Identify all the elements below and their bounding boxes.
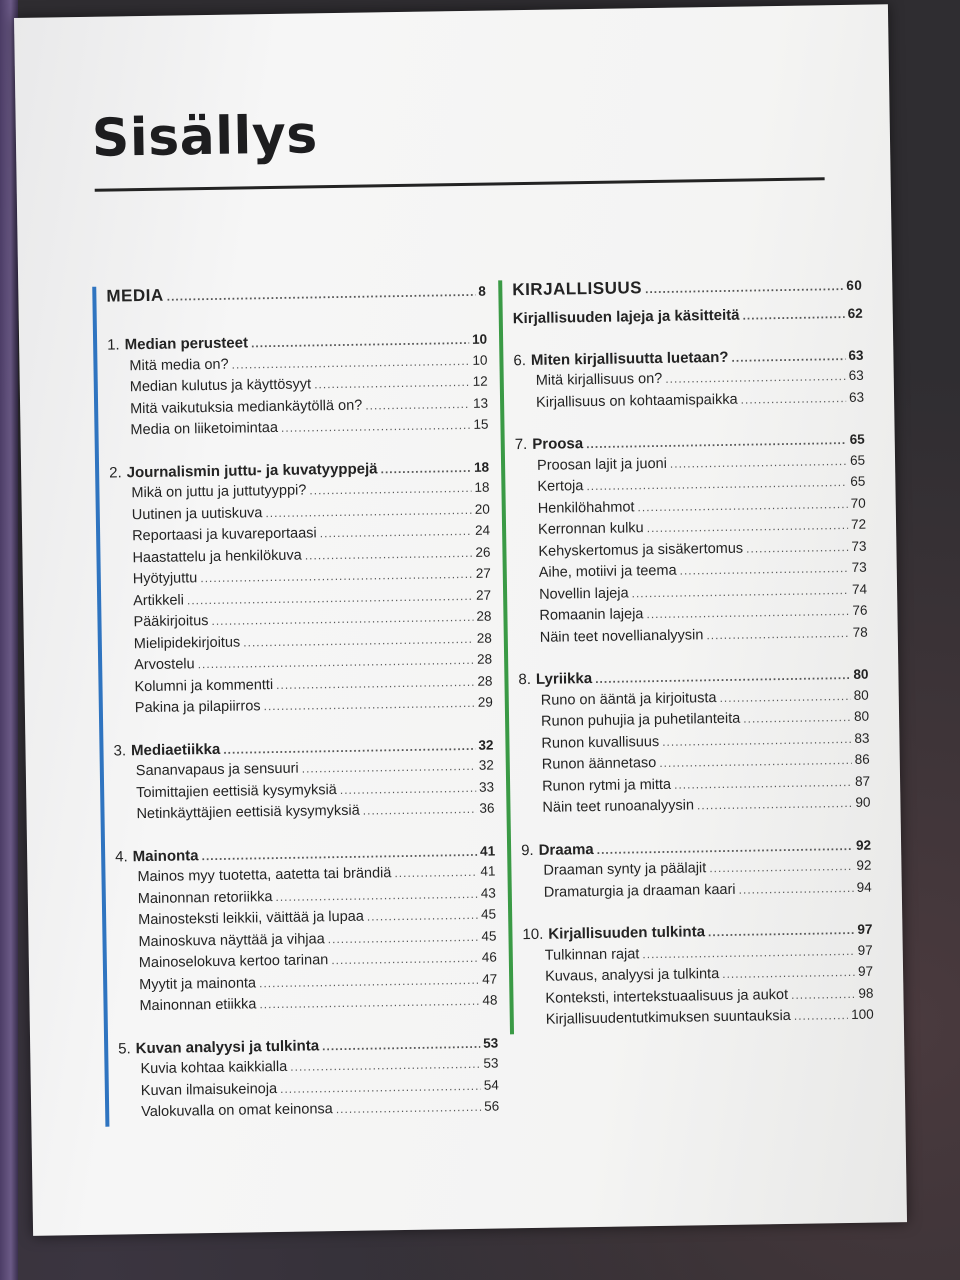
- dot-leader: [709, 859, 853, 875]
- toc-page-number: 45: [480, 906, 497, 922]
- toc-entry-label: Runon äännetaso: [541, 755, 657, 773]
- toc-entry-label: Kuvia kohtaa kaikkialla: [140, 1058, 288, 1078]
- dot-leader: [665, 369, 846, 386]
- toc-entry-label: Mielipidekirjoitus: [133, 634, 241, 652]
- toc-entry-label: Arvostelu: [134, 656, 195, 674]
- toc-page-number: 53: [483, 1055, 499, 1071]
- dot-leader: [794, 1008, 849, 1023]
- toc-entry-label: Mediaetiikka: [130, 740, 221, 759]
- toc-page-number: 72: [850, 516, 867, 532]
- toc-page-number: 60: [846, 277, 863, 293]
- toc-page-number: 12: [472, 373, 488, 389]
- toc-page-number: 32: [478, 757, 494, 773]
- toc-column-media: [92, 281, 499, 1127]
- toc-page-number: 41: [479, 843, 496, 859]
- toc-entry-label: Runon rytmi ja mitta: [542, 776, 672, 795]
- toc-entry-label: Hyötyjuttu: [132, 570, 198, 588]
- dot-leader: [314, 375, 470, 391]
- toc-page-number: 80: [853, 666, 869, 682]
- dot-leader: [670, 453, 847, 470]
- toc-page-number: 29: [477, 694, 493, 710]
- toc-entry-label: Henkilöhahmot: [537, 498, 635, 517]
- toc-page-number: 92: [856, 857, 872, 873]
- toc-entry-label: Pääkirjoitus: [133, 613, 209, 631]
- dot-leader: [280, 1078, 481, 1095]
- toc-entry-label: Näin teet novellianalyysin: [539, 626, 704, 646]
- toc-page-number: 28: [476, 630, 492, 646]
- dot-leader: [275, 886, 478, 903]
- toc-entry-label: Kuvaus, analyysi ja tulkinta: [544, 966, 720, 985]
- chapter-number: 2.: [109, 463, 122, 482]
- dot-leader: [187, 588, 473, 606]
- dot-leader: [320, 524, 473, 540]
- toc-page-number: 45: [481, 928, 497, 944]
- toc-entry-label: Mainonnan etiikka: [139, 996, 257, 1015]
- toc-entry-label: Median kulutus ja käyttösyyt: [129, 376, 312, 396]
- dot-leader: [708, 923, 855, 939]
- toc-entry-label: Mainonta: [132, 846, 199, 865]
- toc-page-number: 63: [848, 389, 865, 405]
- toc-page-number: 24: [474, 522, 491, 538]
- dot-leader: [309, 481, 471, 498]
- dot-leader: [198, 653, 475, 671]
- dot-leader: [211, 610, 473, 628]
- toc-entry-label: Romaanin lajeja: [539, 606, 644, 624]
- toc-page-number: 20: [474, 501, 490, 517]
- toc-page-number: 10: [471, 331, 488, 347]
- toc-entry-label: Median perusteet: [124, 334, 249, 354]
- toc-page-number: 98: [858, 985, 874, 1001]
- toc-page-number: 65: [850, 473, 866, 489]
- page-title: Sisällys: [91, 105, 319, 169]
- dot-leader: [263, 696, 474, 713]
- dot-leader: [305, 545, 473, 562]
- toc-entry-label: Sananvapaus ja sensuuri: [135, 760, 299, 780]
- toc-page-number: 73: [851, 559, 867, 575]
- toc-entry-label: Reportaasi ja kuvareportaasi: [132, 525, 317, 545]
- toc-entry-label: Mikä on juttu ja juttutyyppi?: [131, 482, 307, 502]
- chapter-number: 7.: [514, 435, 528, 454]
- dot-leader: [647, 518, 849, 535]
- toc-entry-label: MEDIA: [106, 285, 164, 306]
- toc-page-number: 63: [848, 347, 864, 363]
- toc-entry-label: Mainonnan retoriikka: [137, 888, 273, 907]
- toc-page-number: 33: [478, 779, 495, 795]
- toc-page-number: 62: [847, 305, 863, 321]
- dot-leader: [674, 774, 852, 791]
- dot-leader: [631, 582, 849, 599]
- toc-entry-label: Mainoskuva näyttää ja vihjaa: [138, 930, 325, 950]
- toc-entry-label: Kuvan ilmaisukeinoja: [140, 1080, 278, 1099]
- toc-page-number: 87: [854, 773, 871, 789]
- toc-page-number: 28: [476, 651, 493, 667]
- dot-leader: [740, 390, 846, 406]
- toc-page-number: 47: [481, 971, 498, 987]
- toc-entry-label: Draama: [538, 840, 594, 859]
- toc-page-number: 100: [851, 1006, 874, 1022]
- toc-entry-label: Mitä vaikutuksia mediankäytöllä on?: [130, 397, 363, 417]
- toc-entry-label: Mainosteksti leikkii, väittää ja lupaa: [138, 908, 364, 929]
- toc-page-number: 8: [478, 283, 487, 299]
- toc-page-number: 97: [857, 963, 874, 979]
- toc-entry-label: Kirjallisuudentutkimuksen suuntauksia: [545, 1007, 791, 1028]
- chapter-number: 10.: [522, 925, 544, 944]
- toc-page-number: 27: [475, 587, 492, 603]
- dot-leader: [380, 460, 471, 475]
- toc-entry-label: Kuvan analyysi ja tulkinta: [135, 1036, 320, 1057]
- toc-page-number: 56: [484, 1098, 500, 1114]
- toc-entry-label: Lyriikka: [535, 670, 593, 688]
- dot-leader: [336, 1100, 482, 1116]
- dot-leader: [394, 865, 477, 880]
- toc-entry-label: Mitä kirjallisuus on?: [535, 370, 663, 389]
- toc-page-number: 13: [472, 395, 489, 411]
- dot-leader: [340, 780, 477, 796]
- toc-entry-label: Kehyskertomus ja sisäkertomus: [538, 540, 744, 560]
- toc-entry-label: Runon puhujia ja puhetilanteita: [540, 710, 741, 730]
- dot-leader: [595, 668, 850, 686]
- toc-page-number: 18: [474, 479, 490, 495]
- toc-page-number: 92: [855, 837, 872, 853]
- dot-leader: [276, 674, 475, 691]
- dot-leader: [331, 951, 479, 967]
- toc-entry-label: Miten kirjallisuutta luetaan?: [530, 348, 729, 369]
- toc-entry-label: Konteksti, intertekstuaalisuus ja aukot: [545, 986, 789, 1007]
- toc-entry-label: Media on liiketoimintaa: [130, 419, 279, 439]
- toc-entry-label: Kertoja: [537, 478, 584, 495]
- toc-page-number: 90: [855, 794, 871, 810]
- dot-leader: [719, 688, 850, 704]
- toc-entry-label: Kerronnan kulku: [537, 520, 644, 538]
- dot-leader: [167, 285, 476, 304]
- toc-page-number: 36: [479, 800, 495, 816]
- toc-page-number: 86: [854, 751, 870, 767]
- toc-entry-label: Mainoselokuva kertoo tarinan: [138, 952, 329, 972]
- toc-entry-label: Aihe, motiivi ja teema: [538, 562, 677, 581]
- toc-page-number: 97: [857, 921, 873, 937]
- toc-entry: [524, 1007, 874, 1034]
- toc-page-number: 83: [854, 730, 870, 746]
- dot-leader: [231, 353, 469, 371]
- dot-leader: [290, 1057, 480, 1074]
- toc-page-number: 48: [482, 992, 498, 1008]
- toc-page-number: 32: [478, 737, 494, 753]
- toc-page-number: 18: [473, 459, 490, 475]
- toc-page-number: 26: [475, 544, 491, 560]
- toc-entry-label: Kolumni ja kommentti: [134, 676, 274, 695]
- dot-leader: [662, 731, 851, 748]
- toc-page-number: 65: [849, 431, 865, 447]
- toc-page-number: 94: [856, 879, 872, 895]
- dot-leader: [281, 418, 471, 435]
- chapter-number: 8.: [518, 670, 532, 689]
- dot-leader: [365, 396, 470, 412]
- toc-entry-label: Netinkäyttäjien eettisiä kysymyksiä: [136, 802, 360, 823]
- dot-leader: [731, 348, 845, 364]
- toc-entry-label: Valokuvalla on omat keinonsa: [141, 1101, 333, 1121]
- toc-entry-label: Journalismin juttu- ja kuvatyyppejä: [126, 459, 378, 481]
- toc-page-number: 70: [850, 495, 866, 511]
- dot-leader: [597, 838, 854, 856]
- toc-page-number: 73: [851, 538, 867, 554]
- dot-leader: [659, 753, 852, 770]
- toc-entry-label: Toimittajien eettisiä kysymyksiä: [136, 781, 337, 801]
- toc-entry-label: Haastattelu ja henkilökuva: [132, 547, 302, 566]
- dot-leader: [200, 567, 473, 585]
- chapter-number: 6.: [513, 351, 527, 369]
- dot-leader: [742, 307, 844, 323]
- title-rule: [95, 177, 825, 191]
- toc-page-number: 80: [853, 708, 870, 724]
- dot-leader: [328, 929, 479, 945]
- toc-page-number: 53: [483, 1035, 499, 1051]
- toc-entry-label: Dramaturgia ja draaman kaari: [543, 881, 736, 901]
- dot-leader: [722, 965, 855, 981]
- dot-leader: [743, 710, 851, 726]
- toc-entry-label: KIRJALLISUUS: [512, 278, 643, 300]
- toc-entry-label: Artikkeli: [133, 591, 185, 609]
- toc-page-number: 97: [857, 942, 873, 958]
- toc-entry-label: Mainos myy tuotetta, aatetta tai brändiä: [137, 865, 392, 886]
- toc-entry-label: Kirjallisuuden lajeja ja käsitteitä: [512, 306, 740, 328]
- toc-page-number: 15: [473, 416, 489, 432]
- toc-entry-label: Uutinen ja uutiskuva: [131, 504, 263, 523]
- dot-leader: [259, 994, 479, 1011]
- toc-page-number: 27: [475, 565, 491, 581]
- toc-entry-label: Myytit ja mainonta: [139, 974, 257, 993]
- dot-leader: [223, 738, 475, 756]
- dot-leader: [243, 631, 474, 649]
- dot-leader: [746, 539, 848, 555]
- dot-leader: [322, 1036, 480, 1052]
- toc-entry-label: Mitä media on?: [129, 356, 229, 374]
- toc-page-number: 65: [849, 452, 866, 468]
- chapter-number: 4.: [115, 847, 128, 866]
- chapter-number: 3.: [113, 741, 127, 760]
- dot-leader: [637, 496, 847, 513]
- dot-leader: [201, 844, 477, 862]
- dot-leader: [645, 279, 843, 296]
- toc-entry-label: Runo on ääntä ja kirjoitusta: [540, 689, 717, 709]
- toc-page-number: 28: [477, 673, 493, 689]
- toc-column-kirjallisuus: [498, 275, 874, 1034]
- book-cover-edge: [0, 0, 18, 1280]
- dot-leader: [363, 802, 477, 818]
- dot-leader: [586, 433, 847, 451]
- toc-entry-label: Novellin lajeja: [538, 584, 629, 603]
- toc-entry-label: Runon kuvallisuus: [541, 733, 660, 752]
- dot-leader: [642, 943, 855, 960]
- book-page: [14, 4, 907, 1236]
- toc-page-number: 28: [476, 608, 492, 624]
- chapter-number: 5.: [118, 1039, 131, 1057]
- dot-leader: [302, 759, 476, 776]
- toc-page-number: 43: [480, 885, 496, 901]
- toc-entry: [119, 1099, 499, 1126]
- toc-entry-label: Tulkinnan rajat: [544, 945, 640, 964]
- toc-page-number: 76: [852, 602, 868, 618]
- toc-entry-label: Proosa: [532, 435, 584, 453]
- dot-leader: [679, 561, 848, 578]
- dot-leader: [265, 502, 472, 519]
- toc-page-number: 80: [853, 687, 869, 703]
- dot-leader: [259, 972, 479, 989]
- dot-leader: [367, 908, 479, 924]
- toc-page-number: 54: [483, 1077, 499, 1093]
- dot-leader: [251, 333, 469, 350]
- dot-leader: [586, 475, 847, 493]
- toc-page-number: 63: [848, 367, 864, 383]
- toc-page-number: 41: [480, 863, 496, 879]
- toc-entry-label: Draaman synty ja päälajit: [543, 860, 707, 879]
- toc-page-number: 74: [851, 581, 868, 597]
- chapter-number: 9.: [520, 841, 534, 859]
- toc-entry-label: Pakina ja pilapiirros: [134, 698, 261, 717]
- dot-leader: [706, 625, 850, 641]
- toc-page-number: 78: [852, 624, 868, 640]
- toc-entry-label: Näin teet runoanalyysin: [542, 797, 695, 816]
- toc-page-number: 10: [472, 352, 488, 368]
- chapter-number: 1.: [107, 336, 120, 354]
- dot-leader: [646, 604, 849, 621]
- dot-leader: [738, 880, 853, 896]
- toc-entry-label: Proosan lajit ja juoni: [536, 455, 667, 474]
- toc-entry-label: Kirjallisuuden tulkinta: [548, 923, 706, 943]
- dot-leader: [697, 796, 853, 812]
- dot-leader: [791, 986, 856, 1001]
- toc-page-number: 46: [481, 949, 497, 965]
- toc-entry-label: Kirjallisuus on kohtaamispaikka: [535, 391, 738, 411]
